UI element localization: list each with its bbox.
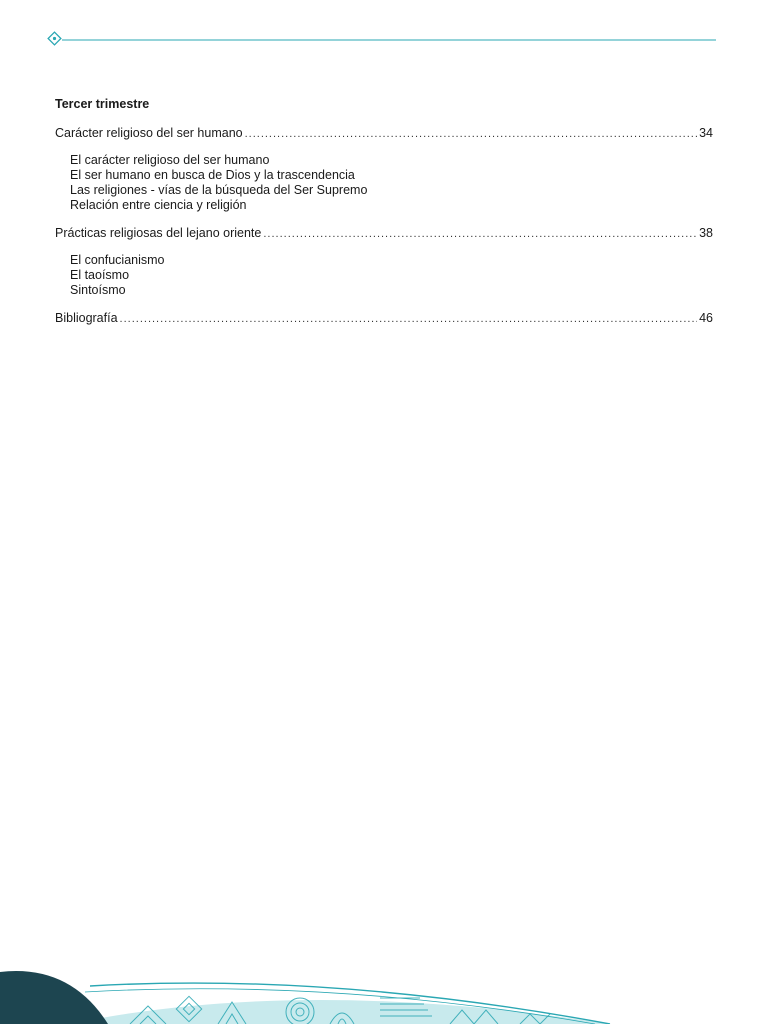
toc-entry[interactable] bbox=[55, 225, 713, 241]
toc-subitem: El ser humano en busca de Dios y la trascendencia bbox=[70, 168, 355, 182]
toc-entry[interactable] bbox=[55, 125, 713, 141]
header-rule bbox=[46, 30, 718, 50]
toc-subitem: Sintoísmo bbox=[70, 283, 126, 297]
footer-decoration bbox=[0, 968, 768, 1024]
section-title: Tercer trimestre bbox=[55, 97, 150, 111]
table-of-contents bbox=[55, 97, 713, 326]
dot-leader bbox=[245, 127, 698, 141]
dot-leader bbox=[120, 312, 698, 326]
toc-entry-label: Carácter religioso del ser humano bbox=[55, 126, 243, 140]
toc-entry-label: Bibliografía bbox=[55, 311, 118, 325]
toc-sublist bbox=[70, 253, 713, 298]
toc-subitem: Las religiones - vías de la búsqueda del Ser Supremo bbox=[70, 183, 368, 197]
toc-subitem: El confucianismo bbox=[70, 253, 165, 267]
toc-page-number: 38 bbox=[699, 226, 713, 240]
toc-subitem: El taoísmo bbox=[70, 268, 130, 282]
toc-entry[interactable] bbox=[55, 310, 713, 326]
toc-page-number: 34 bbox=[699, 126, 713, 140]
toc-subitem: Relación entre ciencia y religión bbox=[70, 198, 247, 212]
toc-entry-label: Prácticas religiosas del lejano oriente bbox=[55, 226, 262, 240]
toc-sublist bbox=[70, 153, 713, 213]
toc-page-number: 46 bbox=[699, 311, 713, 325]
toc-subitem: El carácter religioso del ser humano bbox=[70, 153, 270, 167]
dot-leader bbox=[263, 227, 697, 241]
